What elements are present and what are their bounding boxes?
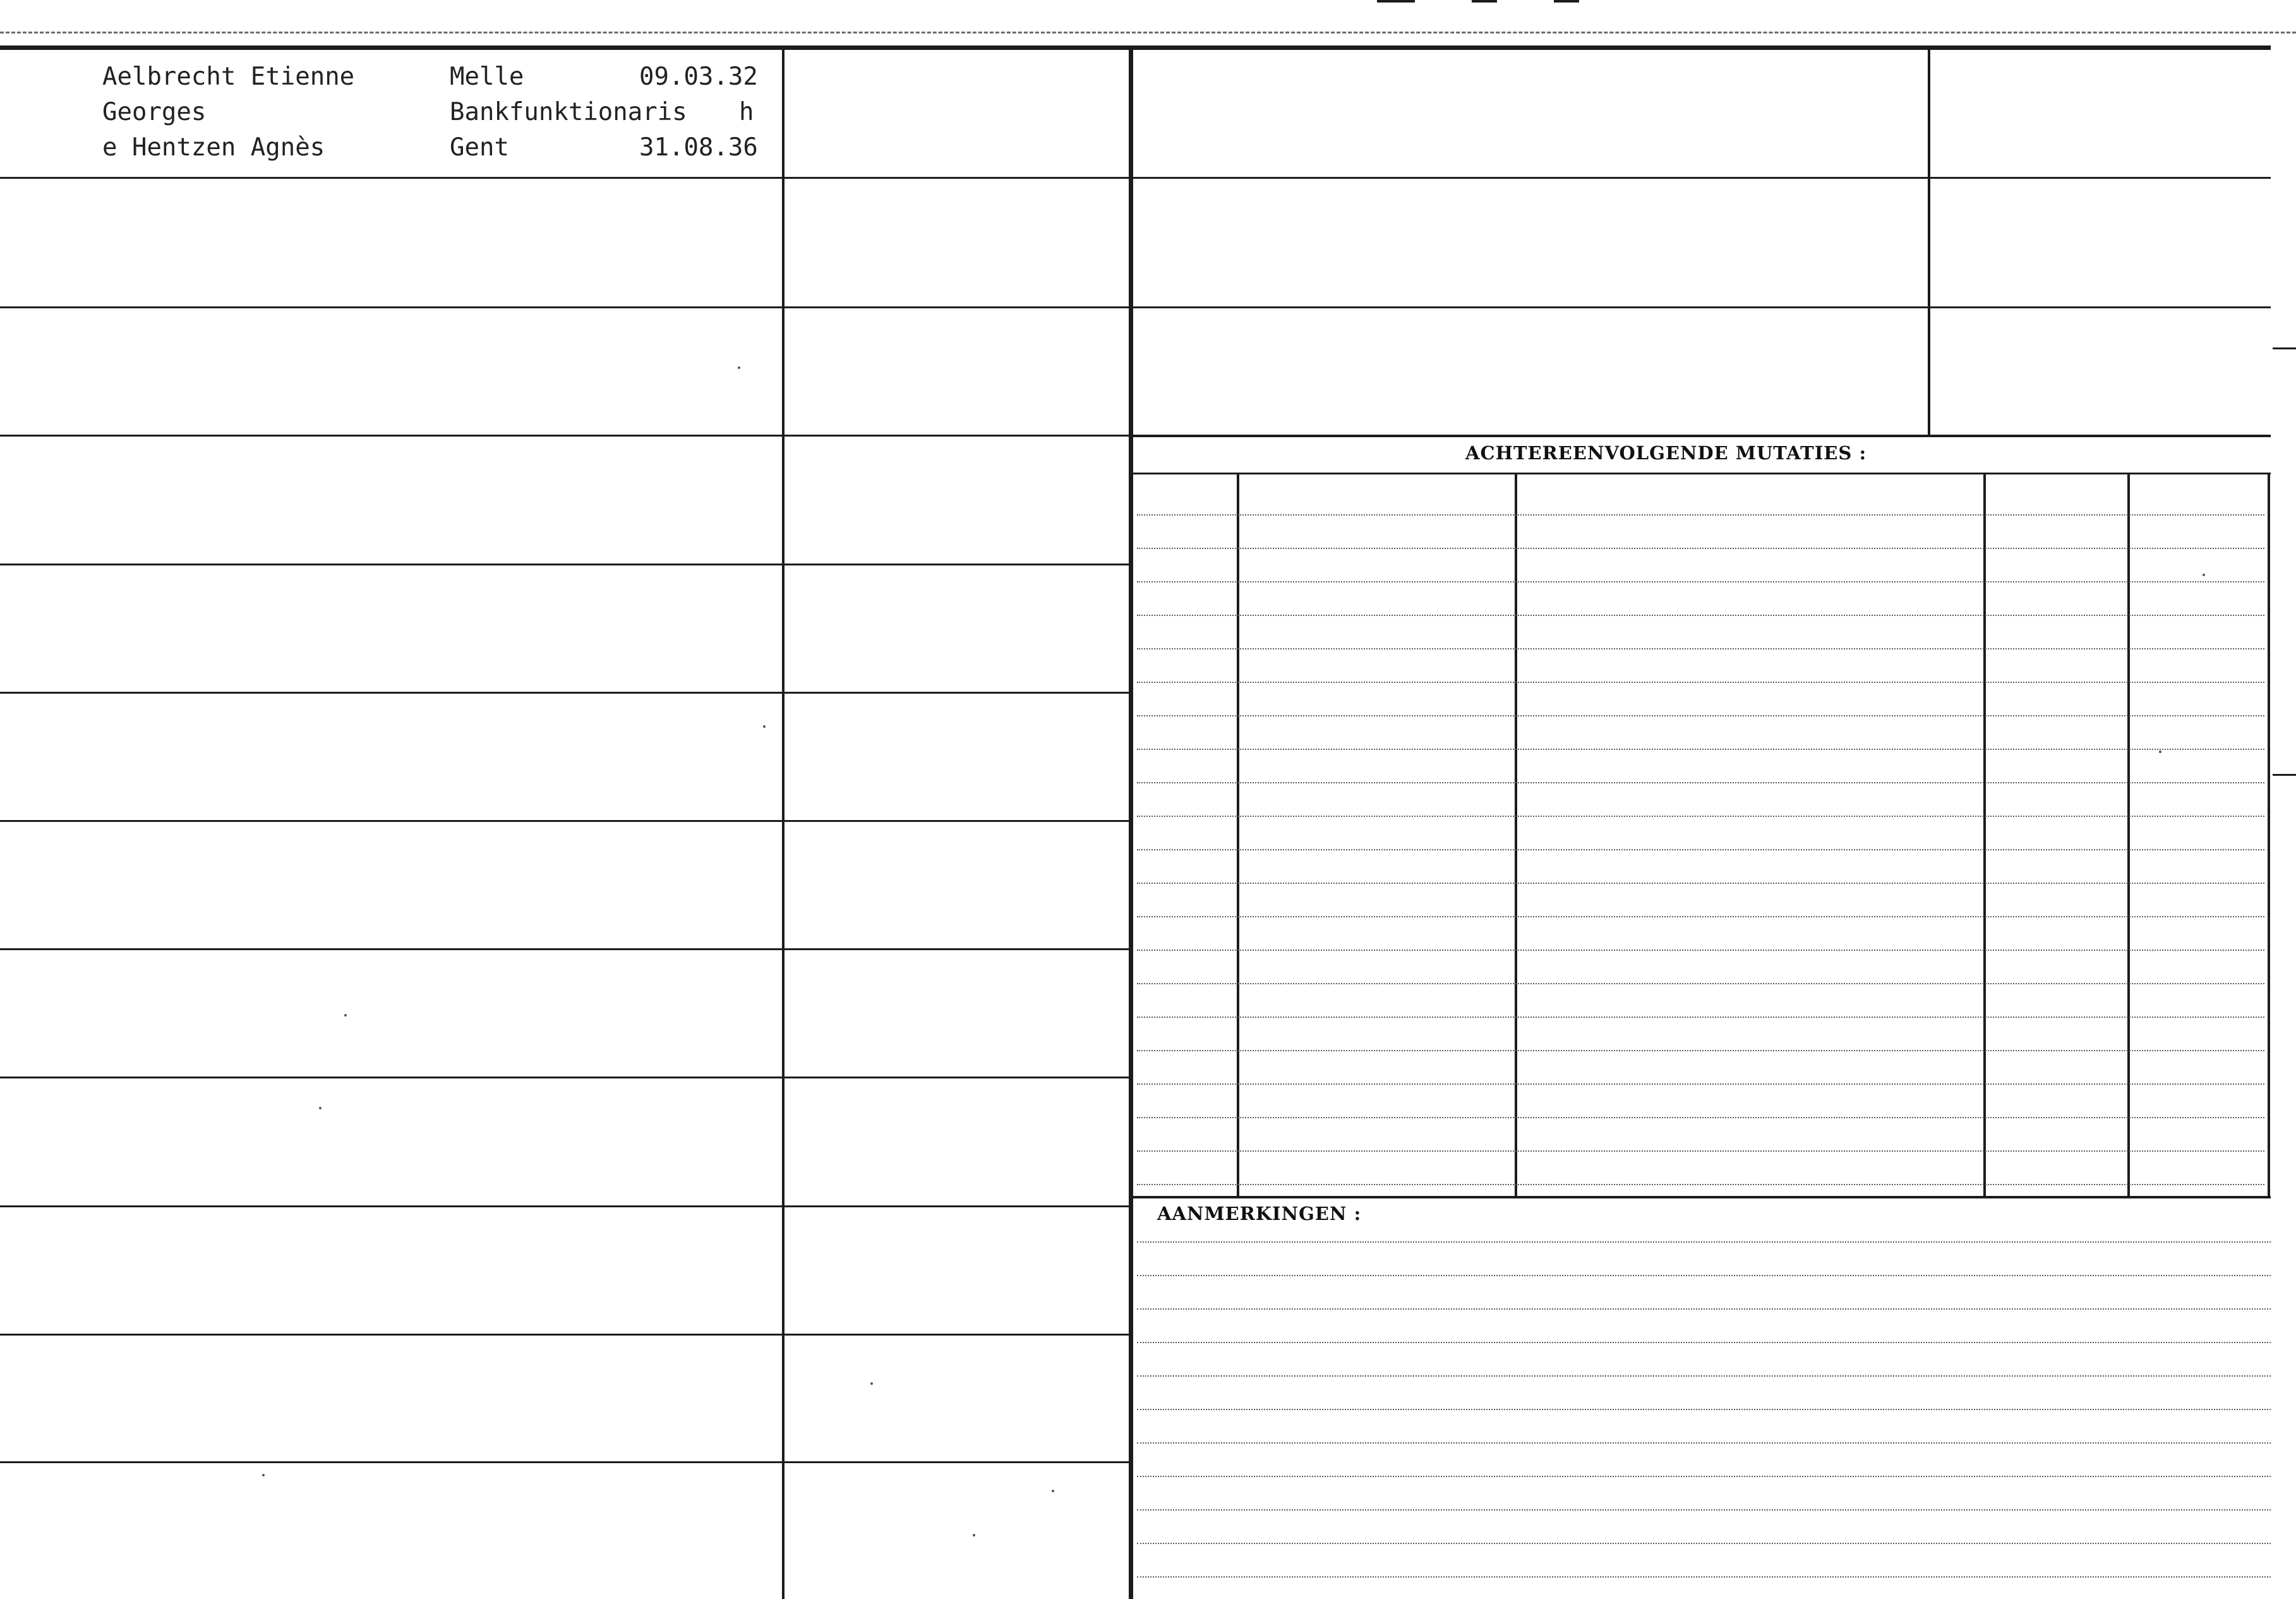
mutation-row-line <box>1137 1184 2264 1185</box>
mutation-row-line <box>1137 950 2264 951</box>
scan-speck <box>738 366 740 369</box>
remarks-heading: AANMERKINGEN : <box>1157 1203 1362 1224</box>
mutations-col-divider-4 <box>2127 474 2130 1196</box>
mutation-row-line <box>1137 883 2264 884</box>
top-bar-fragment-3 <box>1554 0 1579 3</box>
mutation-row-line <box>1137 749 2264 750</box>
scan-speck <box>344 1014 347 1017</box>
mutations-right-border <box>2268 474 2270 1196</box>
left-row-line-8 <box>0 1077 1129 1078</box>
entry-name-line-2: Georges <box>102 98 207 126</box>
remarks-line <box>1137 1476 2271 1477</box>
scan-speck <box>2203 574 2205 576</box>
entry-birthdate: 09.03.32 <box>639 63 758 91</box>
mutation-row-line <box>1137 682 2264 683</box>
remarks-line <box>1137 1576 2271 1578</box>
left-row-line-1 <box>0 177 1129 179</box>
mutation-row-line <box>1137 581 2264 582</box>
remarks-line <box>1137 1409 2271 1410</box>
left-row-line-6 <box>0 820 1129 822</box>
mutations-col-divider-3 <box>1983 474 1986 1196</box>
mutation-row-line <box>1137 648 2264 649</box>
mutation-row-line <box>1137 1083 2264 1085</box>
mutation-row-line <box>1137 816 2264 817</box>
mutations-col-divider-1 <box>1237 474 1239 1196</box>
scan-speck <box>973 1534 975 1536</box>
remarks-line <box>1137 1442 2271 1444</box>
mutations-header-rule <box>1133 473 2271 474</box>
top-torn-edge <box>0 32 2296 33</box>
remarks-line <box>1137 1375 2271 1377</box>
top-rule <box>0 45 2271 50</box>
scan-speck <box>2159 751 2161 753</box>
top-bar-fragment-2 <box>1472 0 1497 3</box>
mutation-row-line <box>1137 782 2264 783</box>
mutation-row-line <box>1137 548 2264 549</box>
center-divider <box>1129 50 1133 1599</box>
mutation-row-line <box>1137 514 2264 516</box>
mutation-row-line <box>1137 1117 2264 1118</box>
remarks-line <box>1137 1509 2271 1511</box>
left-col-divider <box>782 50 784 1599</box>
right-row-line-2 <box>1133 306 2271 308</box>
left-row-line-2 <box>0 306 1129 308</box>
left-row-line-11 <box>0 1461 1129 1463</box>
entry-occupation: Bankfunktionaris <box>450 98 687 126</box>
mutation-row-line <box>1137 615 2264 616</box>
left-row-line-4 <box>0 564 1129 565</box>
entry-occupation-code: h <box>739 98 754 126</box>
mutation-row-line <box>1137 1050 2264 1051</box>
entry-date-2: 31.08.36 <box>639 133 758 162</box>
remarks-line <box>1137 1342 2271 1343</box>
mutations-bottom-rule <box>1133 1196 2271 1198</box>
left-row-line-9 <box>0 1205 1129 1207</box>
edge-tick-2 <box>2273 774 2296 776</box>
right-upper-divider <box>1928 50 1930 435</box>
mutation-row-line <box>1137 1150 2264 1152</box>
mutation-row-line <box>1137 715 2264 716</box>
remarks-line <box>1137 1308 2271 1310</box>
mutations-heading: ACHTEREENVOLGENDE MUTATIES : <box>1465 442 1867 464</box>
left-row-line-7 <box>0 948 1129 950</box>
entry-place-2: Gent <box>450 133 509 162</box>
mutations-col-divider-2 <box>1515 474 1517 1196</box>
left-row-line-10 <box>0 1334 1129 1336</box>
entry-birthplace: Melle <box>450 63 524 91</box>
remarks-line <box>1137 1275 2271 1276</box>
scan-speck <box>870 1382 873 1385</box>
top-bar-fragment-1 <box>1377 0 1415 3</box>
entry-name-line-3: e Hentzen Agnès <box>102 133 325 162</box>
mutation-row-line <box>1137 916 2264 917</box>
mutation-row-line <box>1137 849 2264 850</box>
entry-name-line-1: Aelbrecht Etienne <box>102 63 355 91</box>
mutation-row-line <box>1137 1017 2264 1018</box>
remarks-line <box>1137 1543 2271 1544</box>
right-row-line-1 <box>1133 177 2271 179</box>
left-row-line-5 <box>0 692 1129 694</box>
scan-speck <box>262 1474 265 1476</box>
scan-speck <box>319 1107 322 1109</box>
left-row-line-3 <box>0 435 1129 437</box>
scan-speck <box>763 725 766 728</box>
scan-speck <box>1052 1490 1054 1492</box>
mutation-row-line <box>1137 983 2264 984</box>
right-row-line-3 <box>1133 435 2271 437</box>
remarks-line <box>1137 1241 2271 1243</box>
edge-tick-1 <box>2273 347 2296 349</box>
